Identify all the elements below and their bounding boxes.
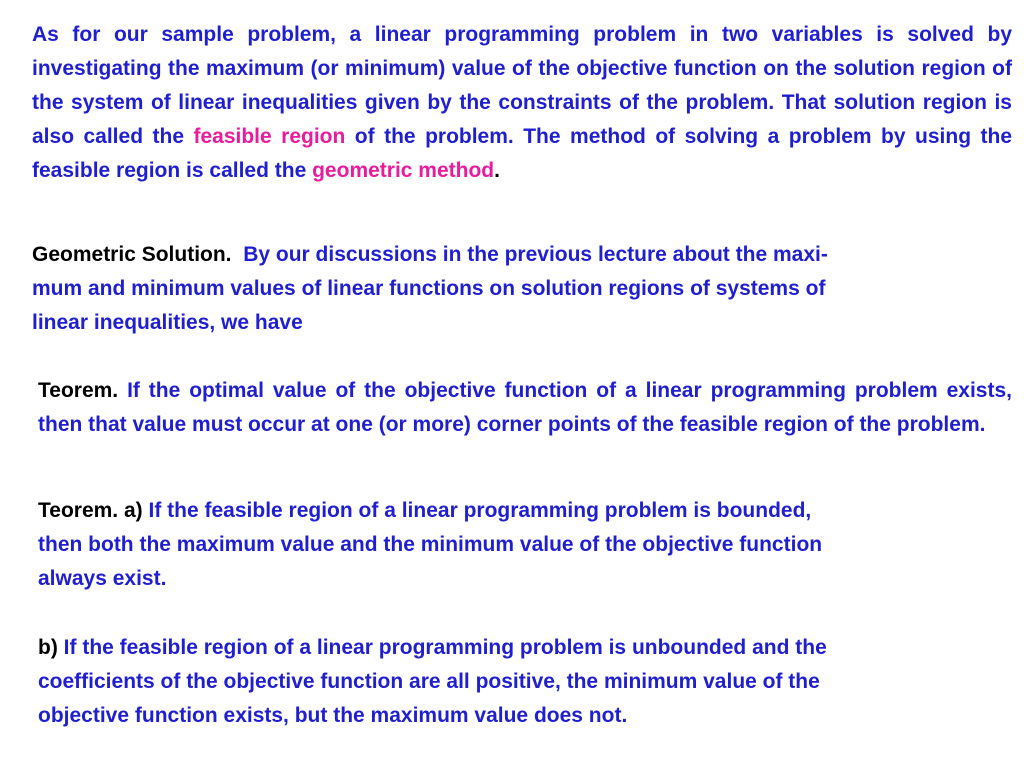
geometric-solution-text-2: mum and minimum values of linear functions on solution regions of systems of — [32, 277, 826, 300]
term-feasible-region: feasible region — [193, 125, 346, 148]
theorem-2b — [38, 631, 998, 733]
theorem-2a-text-3: always exist. — [38, 567, 167, 590]
geometric-solution-line-1 — [32, 238, 972, 272]
geometric-solution-text-1: By our discussions in the previous lecture about the maxi- — [243, 243, 828, 266]
geometric-solution-text-3: linear inequalities, we have — [32, 311, 303, 334]
theorem-2b-label: b) — [38, 636, 58, 659]
theorem-2b-text-1: If the feasible region of a linear programming problem is unbounded and the — [63, 636, 827, 659]
theorem-1 — [38, 374, 1012, 442]
theorem-2-label: Teorem. a) — [38, 499, 143, 522]
intro-paragraph — [32, 18, 1012, 188]
theorem-2a-line-1 — [38, 494, 998, 528]
theorem-1-text: If the optimal value of the objective function of a linear programming problem exists, then that value must occur at one (or more) corner points of the feasible region of the problem. — [38, 379, 1012, 436]
geometric-solution-heading: Geometric Solution. — [32, 243, 232, 266]
geometric-solution-section — [32, 238, 972, 340]
theorem-2a-text-1: If the feasible region of a linear programming problem is bounded, — [148, 499, 812, 522]
intro-text-3: . — [494, 159, 500, 182]
theorem-2a-text-2: then both the maximum value and the minimum value of the objective function — [38, 533, 823, 556]
theorem-2b-text-2: coefficients of the objective function are all positive, the minimum value of the — [38, 670, 820, 693]
intro-text-2: of the problem. The method of solving a problem by using the feasible region is called the — [32, 125, 1012, 182]
theorem-2b-text-3: objective function exists, but the maximum value does not. — [38, 704, 628, 727]
theorem-1-label: Teorem. — [38, 379, 119, 402]
theorem-2b-line-1 — [38, 631, 998, 665]
term-geometric-method: geometric method — [312, 159, 495, 182]
intro-text-1: As for our sample problem, a linear programming problem in two variables is solved by investigating the maximum (or minimum) value of the objective function on the solution region of the system of linear inequalities given by the constraints of the problem. That solution region is also called the — [32, 23, 1012, 148]
theorem-2a — [38, 494, 998, 596]
